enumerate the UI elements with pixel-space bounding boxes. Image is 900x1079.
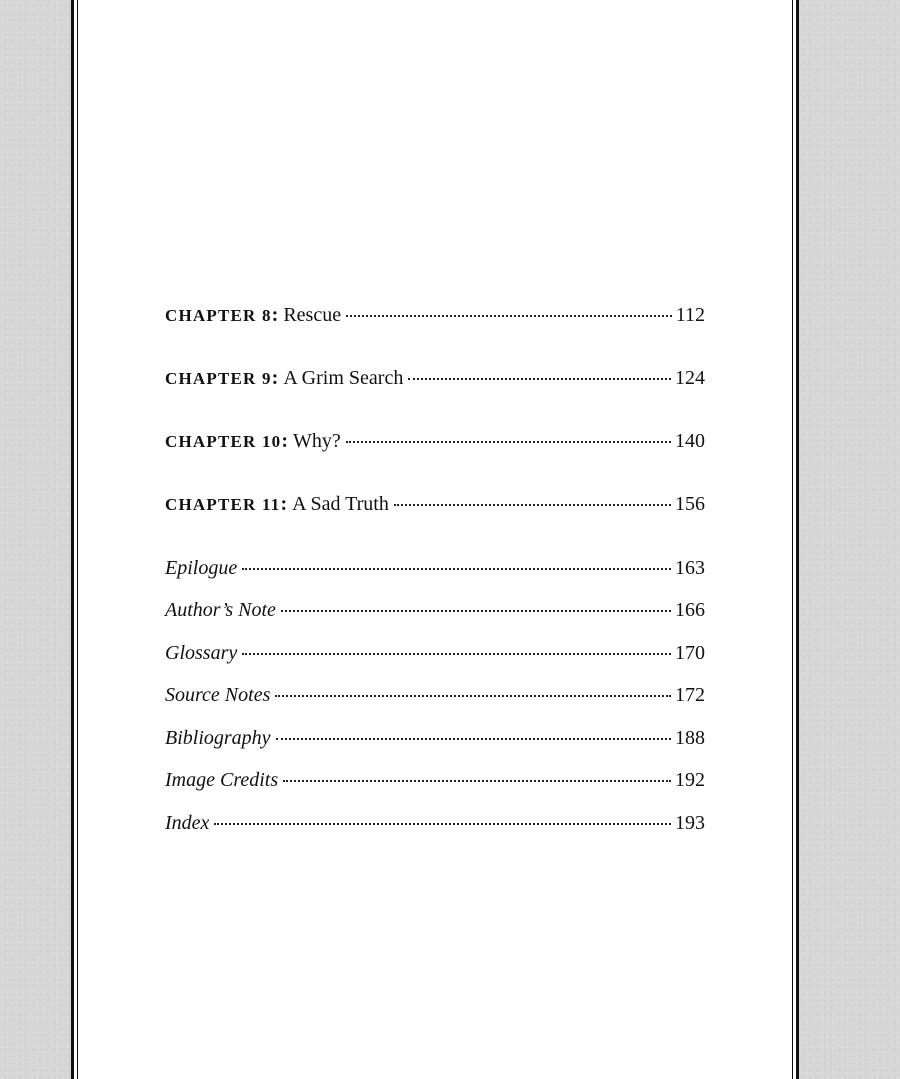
page-number: 163 xyxy=(675,557,705,579)
entry-title: Bibliography xyxy=(165,727,271,749)
dot-leader xyxy=(346,441,671,443)
page-border-left-inner xyxy=(77,0,78,1079)
page-number: 192 xyxy=(675,769,705,791)
dot-leader xyxy=(242,568,671,570)
page-number: 140 xyxy=(675,430,705,452)
entry-title: Image Credits xyxy=(165,769,279,791)
chapter-title: A Sad Truth xyxy=(292,493,389,515)
chapter-label: CHAPTER 10 xyxy=(165,432,282,451)
toc-entry-authors-note xyxy=(165,598,705,622)
page-number: 193 xyxy=(675,812,705,834)
toc-entry-image-credits xyxy=(165,768,705,792)
dot-leader xyxy=(408,378,671,380)
toc-entry-index xyxy=(165,811,705,835)
dot-leader xyxy=(346,315,672,317)
dot-leader xyxy=(281,610,671,612)
chapter-label: CHAPTER 8 xyxy=(165,306,272,325)
chapter-label: CHAPTER 11 xyxy=(165,495,281,514)
page-border-right xyxy=(796,0,799,1079)
page-number: 112 xyxy=(675,304,705,326)
toc-entry-bibliography xyxy=(165,726,705,750)
toc-entry-chapter-8: CHAPTER 8 : Rescue 112 xyxy=(165,304,705,326)
page-number: 156 xyxy=(675,493,705,515)
dot-leader xyxy=(276,738,671,740)
toc-entry-epilogue xyxy=(165,556,705,580)
page-number: 188 xyxy=(675,727,705,749)
dot-leader xyxy=(394,504,671,506)
toc-entry-chapter-9: CHAPTER 9 : A Grim Search 124 xyxy=(165,367,705,389)
entry-title: Index xyxy=(165,812,210,834)
dot-leader xyxy=(242,653,671,655)
entry-title: Glossary xyxy=(165,642,238,664)
entry-title: Epilogue xyxy=(165,557,238,579)
entry-title: Author’s Note xyxy=(165,599,276,621)
dot-leader xyxy=(214,823,671,825)
page-number: 170 xyxy=(675,642,705,664)
toc-entry-chapter-11: CHAPTER 11 : A Sad Truth 156 xyxy=(165,493,705,515)
toc-entry-source-notes xyxy=(165,683,705,707)
page-border-left xyxy=(71,0,74,1079)
book-page xyxy=(71,0,799,1079)
page-number: 166 xyxy=(675,599,705,621)
toc-entry-chapter-10: CHAPTER 10 : Why? 140 xyxy=(165,430,705,452)
chapter-title: Rescue xyxy=(283,304,342,326)
chapter-label: CHAPTER 9 xyxy=(165,369,272,388)
dot-leader xyxy=(283,780,671,782)
chapter-title: Why? xyxy=(293,430,341,452)
toc-entry-glossary xyxy=(165,641,705,665)
dot-leader xyxy=(275,695,671,697)
entry-title: Source Notes xyxy=(165,684,271,706)
page-border-right-inner xyxy=(792,0,793,1079)
page-number: 172 xyxy=(675,684,705,706)
chapter-title: A Grim Search xyxy=(283,367,404,389)
page-number: 124 xyxy=(675,367,705,389)
